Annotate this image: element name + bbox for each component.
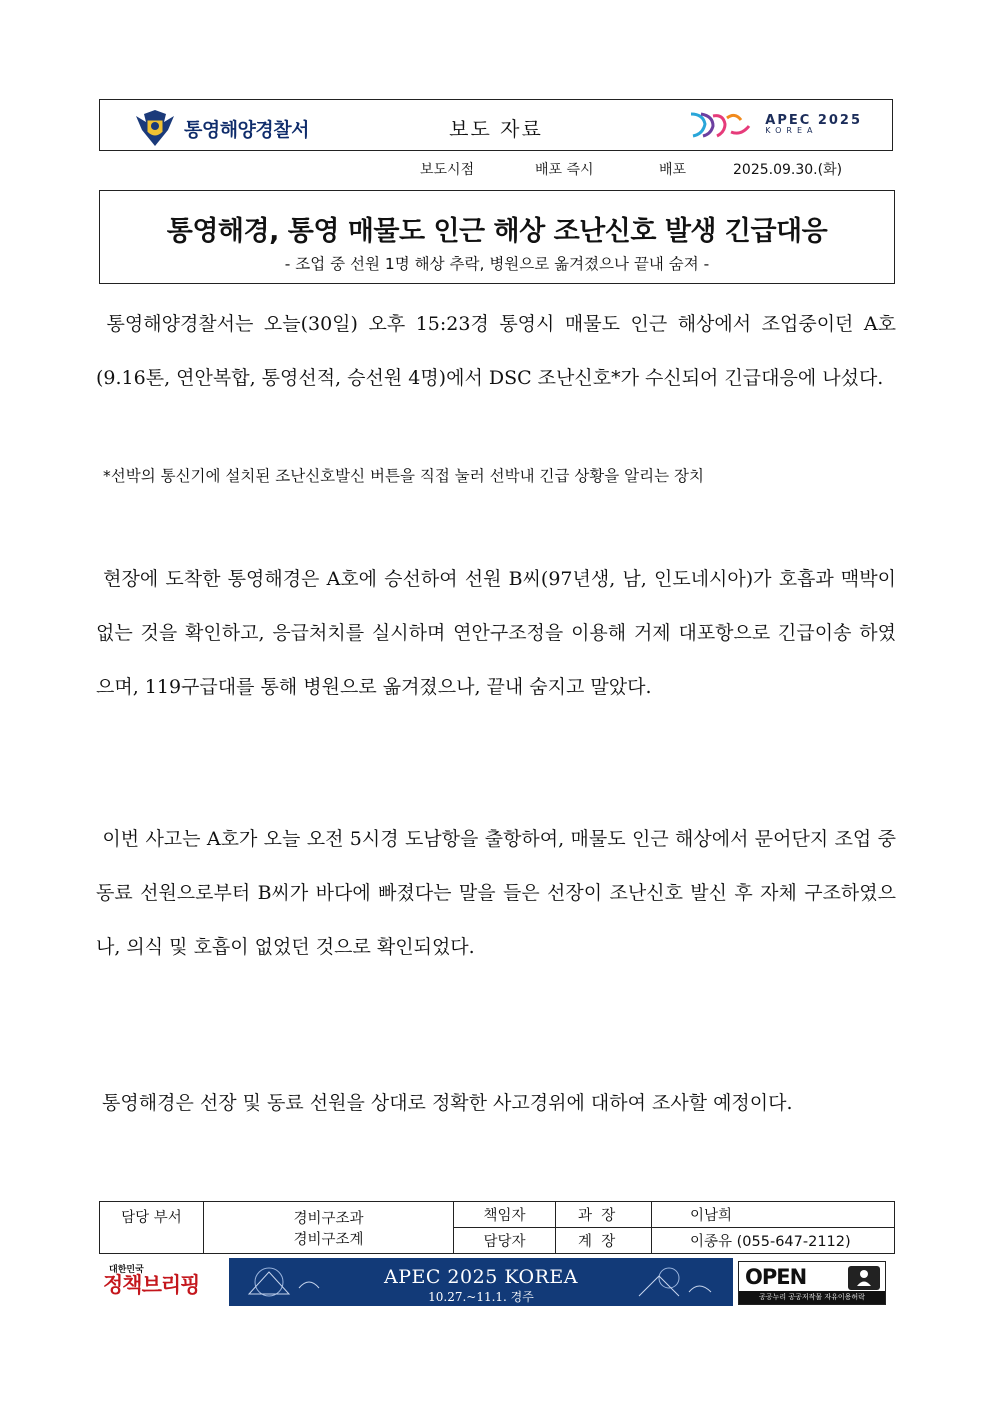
document-type: 보도 자료 [449,117,543,141]
brand-small-text: 대한민국 [109,1265,144,1275]
staff-title: 계 장 [556,1228,652,1254]
paragraph-1 [96,297,896,405]
title-box [99,190,895,284]
attribution-person-icon [848,1266,880,1290]
agency-name: 통영해양경찰서 [184,118,309,141]
resp-label: 책임자 [454,1202,556,1228]
footnote: *선박의 통신기에 설치된 조난신호발신 버튼을 직접 눌러 선박내 긴급 상황을 알리는 장치 [103,467,704,485]
release-info [0,159,992,179]
headline: 통영해경, 통영 매물도 인근 해상 조난신호 발생 긴급대응 [166,216,828,247]
paragraph-1-text: 통영해양경찰서는 오늘(30일) 오후 15:23경 통영시 매물도 인근 해상에서 조업중이던 A호(9.16톤, 연안복합, 통영선적, 승선원 4명)에서 DSC 조난신호*가 수신되어 긴급대응에 나섰다. [96,313,896,389]
paragraph-2 [96,552,896,714]
dept-name-2: 경비구조계 [293,1231,364,1248]
open-word: OPEN [745,1265,807,1289]
apec-logo [687,108,862,140]
release-date-label: 배포 [659,162,687,178]
staff-name: 이종유 (055-647-2112) [652,1228,895,1254]
paragraph-2-text: 현장에 도착한 통영해경은 A호에 승선하여 선원 B씨(97년생, 남, 인도네시아)가 호흡과 맥박이 없는 것을 확인하고, 응급처치를 실시하며 연안구조정을 이용해 거제 대포항으로 긴급이송 하였으며, 119구급대를 통해 병원으로 옮겨졌으나, 끝내 숨지고 말았다. [96,568,896,698]
release-date-value: 2025.09.30.(화) [733,162,843,178]
apec-logo-main: APEC 2025 [765,112,862,128]
kogl-open-mark [738,1261,886,1305]
dept-cell [204,1202,454,1254]
dept-name-1: 경비구조과 [293,1210,364,1227]
release-time-value: 배포 즉시 [535,162,594,178]
apec-logo-sub: KOREA [765,125,818,135]
paragraph-3-text: 이번 사고는 A호가 오늘 오전 5시경 도남항을 출항하여, 매물도 인근 해상에서 문어단지 조업 중 동료 선원으로부터 B씨가 바다에 빠졌다는 말을 들은 선장이 조난신호 발신 후 자체 구조하였으나, 의식 및 호흡이 없었던 것으로 확인되었다. [96,828,897,958]
brand-big-text: 정책브리핑 [103,1273,200,1297]
contact-table [99,1201,895,1254]
header-box [99,99,893,151]
staff-label: 담당자 [454,1228,556,1254]
open-sub-text: 공공누리 공공저작물 자유이용허락 [739,1291,885,1304]
resp-title: 과 장 [556,1202,652,1228]
policy-briefing-logo [103,1262,199,1296]
paragraph-4 [96,1076,896,1130]
paragraph-4-text: 통영해경은 선장 및 동료 선원을 상대로 정확한 사고경위에 대하여 조사할 예정이다. [102,1092,793,1114]
resp-name: 이남희 [652,1202,895,1228]
dept-label: 담당 부서 [100,1202,204,1254]
banner-title: APEC 2025 KOREA [383,1266,578,1288]
paragraph-3 [96,812,896,974]
apec-banner [229,1258,733,1306]
subheadline: - 조업 중 선원 1명 해상 추락, 병원으로 옮겨졌으나 끝내 숨져 - [284,255,710,273]
release-time-label: 보도시점 [420,162,475,178]
apec-swirl-icon [687,108,759,140]
banner-date: 10.27.~11.1. 경주 [428,1290,534,1304]
